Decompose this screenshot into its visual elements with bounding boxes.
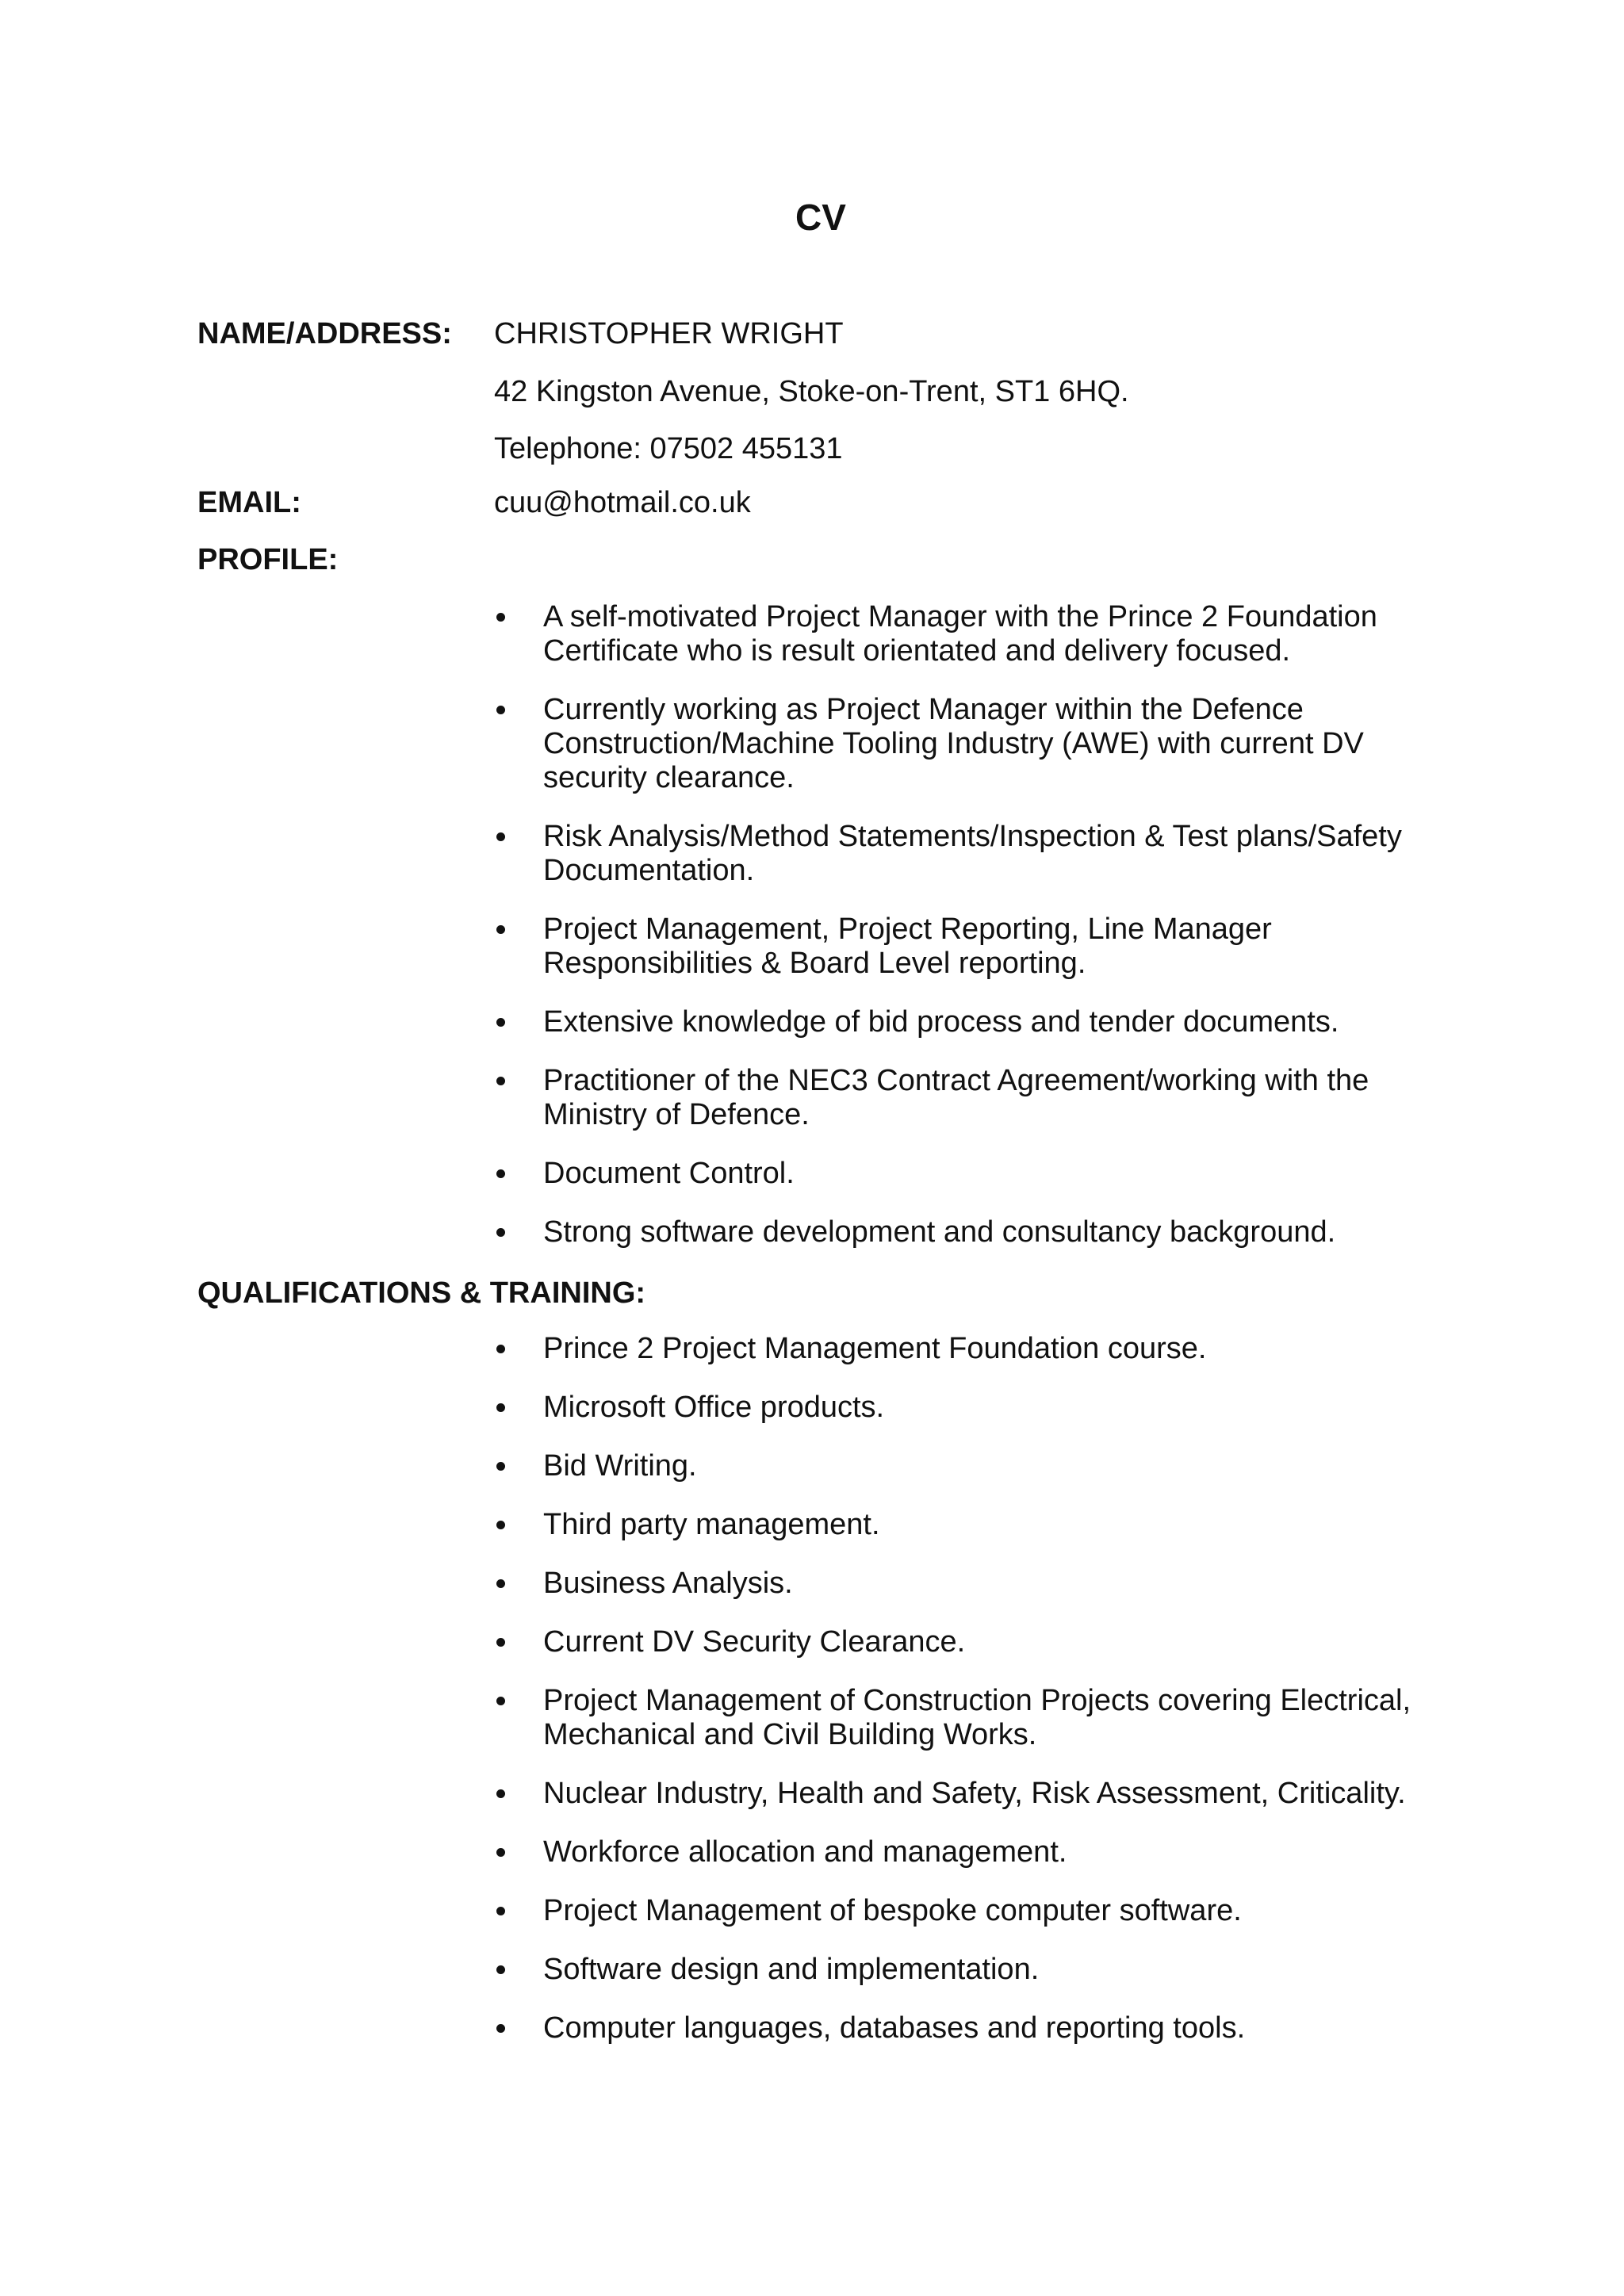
email-label: EMAIL: [197, 486, 301, 519]
bullet-icon [496, 1579, 505, 1588]
bullet-icon [496, 706, 505, 714]
profile-list [494, 600, 1430, 1274]
qualification-item [494, 1625, 1430, 1659]
bullet-icon [496, 1965, 505, 1974]
qualification-item-text: Computer languages, databases and reporting tools. [543, 2011, 1246, 2045]
profile-heading: PROFILE: [197, 543, 339, 576]
profile-item [494, 600, 1430, 668]
bullet-icon [496, 1697, 505, 1705]
bullet-icon [496, 1228, 505, 1237]
bullet-icon [496, 1403, 505, 1412]
profile-item-text: Extensive knowledge of bid process and tender documents. [543, 1005, 1339, 1039]
qualification-item-text: Project Management of Construction Projects covering Electrical, Mechanical and Civil Building Works. [543, 1684, 1411, 1751]
qualification-item-text: Software design and implementation. [543, 1953, 1040, 1986]
qualification-item-text: Nuclear Industry, Health and Safety, Risk Assessment, Criticality. [543, 1777, 1406, 1810]
bullet-icon [496, 613, 505, 622]
bullet-icon [496, 1345, 505, 1353]
bullet-icon [496, 1077, 505, 1085]
address: 42 Kingston Avenue, Stoke-on-Trent, ST1 6HQ. [494, 375, 1129, 408]
profile-item-text: Currently working as Project Manager within the Defence Construction/Machine Tooling Industry (AWE) with current DV security clearance. [543, 693, 1364, 794]
bullet-icon [496, 1848, 505, 1857]
qualification-item [494, 1953, 1430, 1987]
bullet-icon [496, 1462, 505, 1471]
qualification-item-text: Business Analysis. [543, 1567, 793, 1600]
profile-item [494, 913, 1430, 981]
qualification-item-text: Microsoft Office products. [543, 1391, 885, 1424]
profile-item [494, 1064, 1430, 1132]
qualification-item [494, 1508, 1430, 1542]
qualification-item-text: Third party management. [543, 1508, 880, 1541]
qualifications-heading: QUALIFICATIONS & TRAINING: [197, 1276, 646, 1310]
full-name: CHRISTOPHER WRIGHT [494, 317, 844, 350]
telephone: Telephone: 07502 455131 [494, 432, 843, 465]
qualification-item [494, 2011, 1430, 2045]
profile-item-text: Project Management, Project Reporting, Line Manager Responsibilities & Board Level reporting. [543, 913, 1272, 980]
qualification-item [494, 1894, 1430, 1928]
profile-item-text: Strong software development and consultancy background. [543, 1215, 1336, 1249]
bullet-icon [496, 1789, 505, 1798]
profile-item [494, 1005, 1430, 1039]
qualification-item [494, 1449, 1430, 1483]
qualification-item-text: Prince 2 Project Management Foundation course. [543, 1332, 1207, 1365]
bullet-icon [496, 1907, 505, 1915]
name-address-label: NAME/ADDRESS: [197, 317, 452, 350]
bullet-icon [496, 832, 505, 841]
profile-item-text: Document Control. [543, 1157, 795, 1190]
qualification-item-text: Bid Writing. [543, 1449, 697, 1483]
profile-item [494, 1157, 1430, 1191]
qualification-item [494, 1684, 1430, 1752]
bullet-icon [496, 1521, 505, 1529]
qualification-item [494, 1777, 1430, 1811]
qualifications-list [494, 1332, 1430, 2070]
bullet-icon [496, 1169, 505, 1178]
profile-item [494, 820, 1430, 888]
profile-item-text: Practitioner of the NEC3 Contract Agreement/working with the Ministry of Defence. [543, 1064, 1369, 1131]
qualification-item [494, 1332, 1430, 1366]
document-title: CV [795, 197, 846, 238]
profile-item [494, 1215, 1430, 1249]
profile-item [494, 693, 1430, 795]
qualification-item [494, 1835, 1430, 1869]
profile-item-text: A self-motivated Project Manager with the Prince 2 Foundation Certificate who is result orientated and delivery focused. [543, 600, 1377, 668]
qualification-item-text: Current DV Security Clearance. [543, 1625, 966, 1659]
bullet-icon [496, 1018, 505, 1027]
bullet-icon [496, 1638, 505, 1647]
bullet-icon [496, 2024, 505, 2033]
bullet-icon [496, 925, 505, 934]
qualification-item [494, 1391, 1430, 1425]
qualification-item-text: Project Management of bespoke computer software. [543, 1894, 1242, 1927]
qualification-item [494, 1567, 1430, 1601]
profile-item-text: Risk Analysis/Method Statements/Inspection & Test plans/Safety Documentation. [543, 820, 1402, 887]
email-address: cuu@hotmail.co.uk [494, 486, 751, 519]
qualification-item-text: Workforce allocation and management. [543, 1835, 1067, 1869]
